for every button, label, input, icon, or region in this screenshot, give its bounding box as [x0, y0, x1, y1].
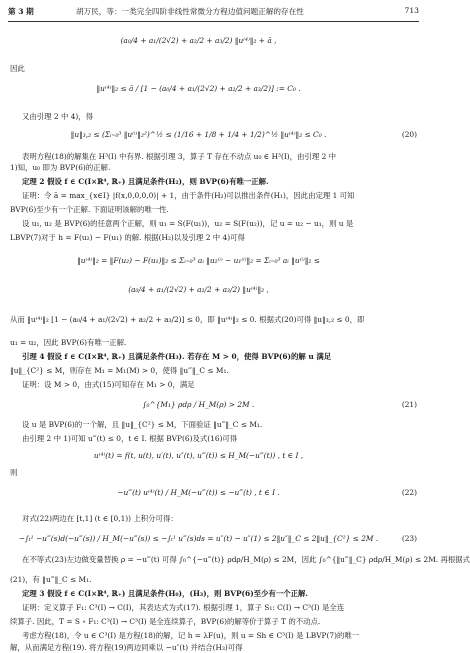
text-line: 表明方程(18)的解集在 H³(I) 中有界. 根据引理 3，算子 T 存在不动点 u₀ ∈ H³(I)，由引理 2 中: [22, 152, 337, 161]
text-line: ‖u⁽⁴⁾‖₂ ≤ ā / [1 − (a₀/4 + a₁/(2√2) + a₂/2 + a₃/2)] := C₀ .: [96, 84, 301, 93]
running-title: 胡万民，等：一类完全四阶非线性常微分方程边值问题正解的存在性: [76, 7, 304, 16]
text-line: 对式(22)两边在 [t,1] (t ∈ [0,1)) 上积分可得：: [22, 514, 178, 523]
text-line: −u‴(t) u⁽⁴⁾(t) / H_M(−u‴(t)) ≤ −u‴(t) , t ∈ I .: [117, 488, 280, 497]
text-line: 在不等式(23)左边做变量替换 ρ = −u‴(t) 可得 ∫₀^{−u‴(t)} ρdρ/H_M(ρ) ≤ 2M，因此 ∫₀^{‖u‴‖_C} ρdρ/H_M(ρ) ≤ 2M. 再根据式: [22, 555, 470, 564]
text-line: 因此: [10, 64, 25, 73]
text-line: 解，从而满足方程(19). 将方程(19)两边同乘以 −u″(t) 并结合(H₃)可得: [10, 643, 243, 652]
text-line: 证明：令 ā = max_{x∈I} |f(x,0,0,0,0)| + 1，由于条件(H₂)可以推出条件(H₁)，因此由定理 1 可知: [22, 191, 355, 200]
text-line: 又由引理 2 中 4)，得: [22, 112, 94, 121]
equation-number: (23): [401, 534, 417, 543]
issue-number: 第 3 期: [8, 7, 34, 16]
text-line: (a₀/4 + a₁/(2√2) + a₂/2 + a₃/2) ‖u⁽⁴⁾‖₂ ,: [128, 285, 269, 294]
text-line: 则: [10, 468, 18, 477]
text-line: 定理 2 假设 f ∈ C(I×ℝ⁴, ℝ₊) 且满足条件(H₂)，则 BVP(6)有唯一正解.: [22, 177, 269, 186]
text-line: u₁ = u₂，因此 BVP(6)有唯一正解.: [10, 338, 127, 347]
equation-number: (22): [401, 488, 417, 497]
text-line: 引理 4 假设 f ∈ C(I×ℝ⁴, ℝ₊) 且满足条件(H₃). 若存在 M > 0，使得 BVP(6)的解 u 满足: [22, 352, 332, 361]
text-line: (a₀/4 + a₁/(2√2) + a₂/2 + a₃/2) ‖u⁽⁴⁾‖₂ + ā ,: [120, 36, 277, 45]
equation-number: (20): [401, 130, 417, 139]
header-rule: [8, 21, 419, 22]
text-line: 续算子. 因此，T = S ∘ F₁: C³(I) → C³(I) 是全连续算子，BVP(6)的解等价于算子 T 的不动点.: [10, 617, 321, 626]
text-line: ∫₀^{M₁} ρdρ / H_M(ρ) > 2M .: [142, 400, 255, 409]
text-line: 设 u 是 BVP(6)的一个解，且 ‖u‖_{C²} ≤ M，下面验证 ‖u‴‖_C ≤ M₁.: [22, 420, 263, 429]
text-line: 定理 3 假设 f ∈ C(I×ℝ⁴, ℝ₊) 且满足条件(H₀)，(H₃)，则 BVP(6)至少有一个正解.: [22, 589, 308, 598]
text-line: 从而 ‖u⁽⁴⁾‖₂ [1 − (a₀/4 + a₁/(2√2) + a₂/2 + a₃/2)] ≤ 0，即 ‖u⁽⁴⁾‖₂ ≤ 0. 根据式(20)可得 ‖u‖₃,₂ ≤ 0，即: [10, 315, 365, 324]
text-line: 证明：设 M > 0，由式(15)可知存在 M₁ > 0，满足: [22, 380, 195, 389]
text-line: u⁽⁴⁾(t) = f(t, u(t), u′(t), u″(t), u‴(t)) ≤ H_M(−u‴(t)) , t ∈ I ,: [93, 451, 304, 460]
text-line: LBVP(7)对于 h = F(u₂) − F(u₁) 的解. 根据(H₂)以及引理 2 中 4)可得: [10, 233, 245, 242]
running-header: [8, 6, 419, 20]
text-line: ‖u‖₃,₂ ≤ (Σᵢ₌₀³ ‖u⁽ⁱ⁾‖₂²)^½ ≤ (1/16 + 1/8 + 1/4 + 1/2)^½ ‖u⁽⁴⁾‖₂ ≤ C₀ .: [70, 130, 327, 139]
text-line: 由引理 2 中 1)可知 u‴(t) ≤ 0，t ∈ I. 根据 BVP(6)及式(16)可得: [22, 434, 238, 443]
text-line: 证明：定义算子 F₁: C³(I) → C(I)，其表达式为式(17). 根据引理 1，算子 S₁: C(I) → C³(I) 是全连: [22, 603, 345, 612]
text-line: ‖u‖_{C²} ≤ M，则存在 M₁ = M₁(M) > 0，使得 ‖u‴‖_C ≤ M₁.: [10, 366, 229, 375]
text-line: ‖u⁽⁴⁾‖₂ = ‖F(u₂) − F(u₁)‖₂ ≤ Σᵢ₌₀³ aᵢ ‖u₂⁽ⁱ⁾ − u₁⁽ⁱ⁾‖₂ = Σᵢ₌₀³ aᵢ ‖u⁽ⁱ⁾‖₂ ≤: [77, 256, 320, 265]
page-number: 713: [404, 6, 419, 15]
text-line: (21)，有 ‖u‴‖_C ≤ M₁.: [10, 575, 92, 584]
text-line: 考虑方程(18)，令 u ∈ C³(I) 是方程(18)的解，记 h = λF(u)，则 u = Sh ∈ C³(I) 是 LBVP(7)的唯一: [22, 631, 360, 640]
text-line: 1)知，u₀ 即为 BVP(6)的正解.: [10, 163, 111, 172]
text-line: −∫ₜ¹ −u‴(s)d(−u‴(s)) / H_M(−u‴(s)) ≤ −∫ₜ¹ u‴(s)ds = u″(t) − u″(1) ≤ 2‖u″‖_C ≤ 2‖u‖_{C²} ≤ 2M .: [18, 534, 379, 543]
text-line: 设 u₁, u₂ 是 BVP(6)的任意两个正解，则 u₁ = S(F(u₁))，u₂ = S(F(u₂))，记 u = u₂ − u₁，则 u 是: [22, 219, 354, 228]
text-line: BVP(6)至少有一个正解. 下面证明该解的唯一性.: [10, 205, 169, 214]
equation-number: (21): [401, 400, 417, 409]
